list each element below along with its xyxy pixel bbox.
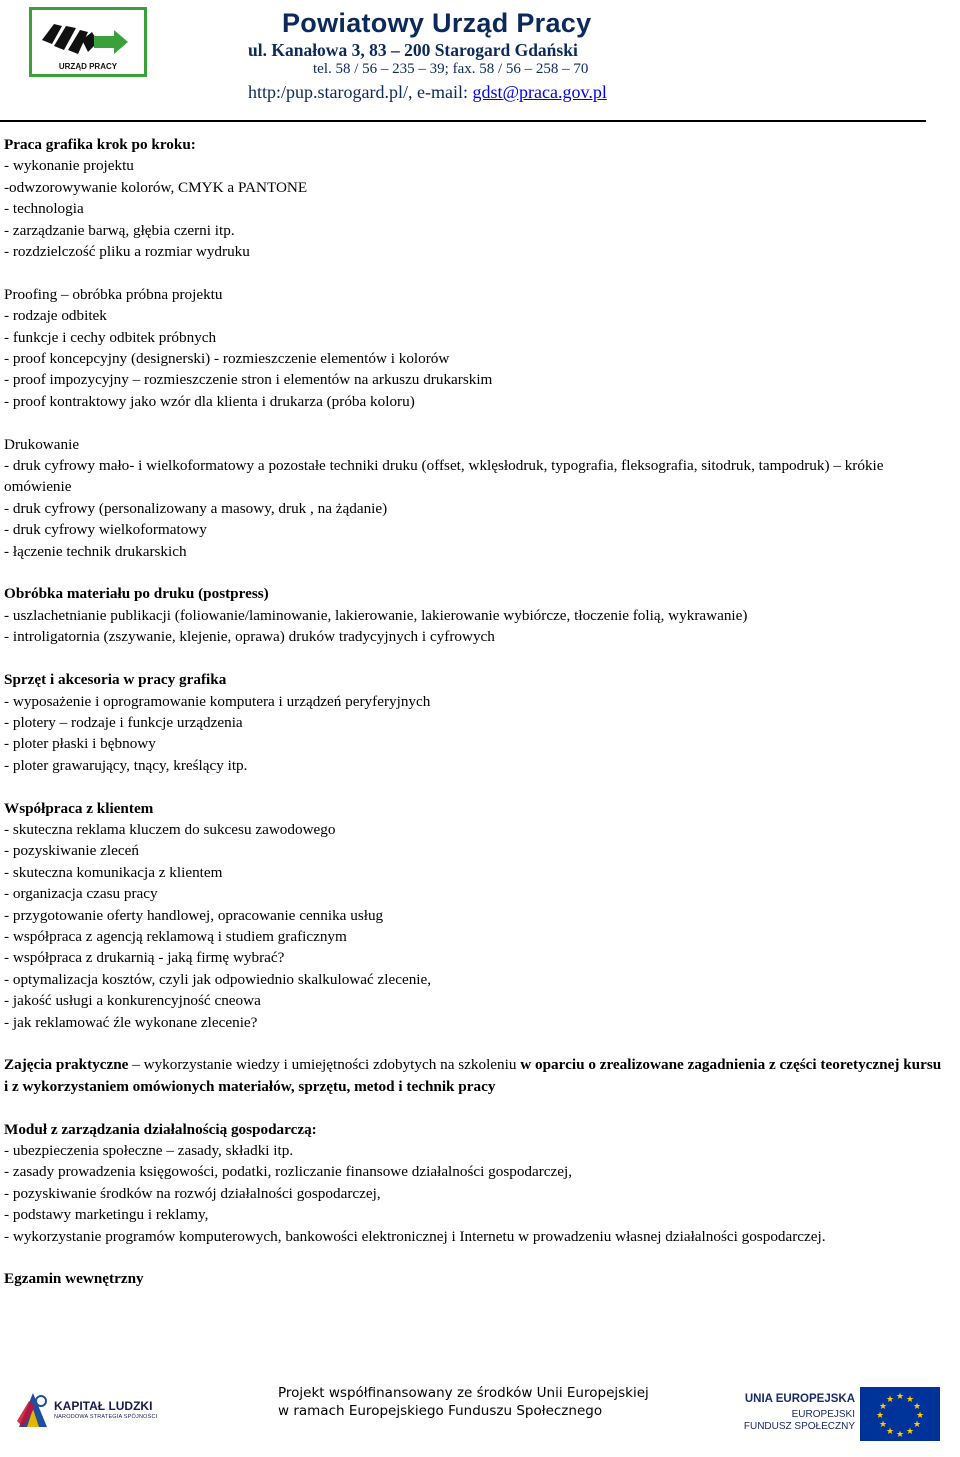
svg-text:★: ★ — [895, 1392, 905, 1402]
list-item: - proof kontraktowy jako wzór dla klienta i drukarza (próba koloru) — [4, 392, 415, 410]
section-heading: Obróbka materiału po druku (postpress) — [4, 585, 269, 603]
section-heading: Drukowanie — [4, 435, 80, 453]
list-item: - rodzaje odbitek — [4, 307, 107, 325]
eu-efs-logo — [740, 1385, 945, 1441]
office-title: Powiatowy Urząd Pracy — [282, 8, 592, 38]
office-web — [248, 82, 960, 103]
list-item: - skuteczna komunikacja z klientem — [4, 863, 223, 881]
list-item: - druk cyfrowy mało- i wielkoformatowy a pozostałe techniki druku (offset, wklęsłodruk, typografia, fleksografia, sitodruk, tampodruk) – krókie omówienie — [4, 457, 884, 496]
section-heading: Współpraca z klientem — [4, 799, 154, 817]
svg-text:★: ★ — [878, 1402, 888, 1412]
svg-text:★: ★ — [895, 1430, 905, 1440]
svg-text:★: ★ — [905, 1427, 915, 1437]
list-item: - rozdzielczość pliku a rozmiar wydruku — [4, 243, 250, 261]
list-item: - technologia — [4, 200, 84, 218]
list-item: - skuteczna reklama kluczem do sukcesu zawodowego — [4, 820, 336, 838]
section-modul-zarzadzania — [4, 1119, 946, 1247]
section-egzamin — [4, 1268, 946, 1289]
list-item: - ubezpieczenia społeczne – zasady, składki itp. — [4, 1141, 294, 1159]
office-address: ul. Kanałowa 3, 83 – 200 Starogard Gdański — [248, 40, 578, 60]
section-praca-grafika — [4, 134, 946, 262]
eu-line-1: UNIA EUROPEJSKA — [744, 1393, 855, 1405]
svg-text:★: ★ — [878, 1420, 888, 1430]
paragraph-text: – wykorzystanie wiedzy i umiejętności zdobytych na szkoleniu — [128, 1056, 521, 1074]
section-heading: Praca grafika krok po kroku: — [4, 136, 196, 153]
list-item: - wyposażenie i oprogramowanie komputera i urządzeń peryferyjnych — [4, 692, 431, 710]
svg-text:★: ★ — [905, 1395, 915, 1405]
list-item: - współpraca z agencją reklamową i studiem graficznym — [4, 927, 347, 945]
svg-text:★: ★ — [885, 1395, 895, 1405]
eu-line-3: FUNDUSZ SPOŁECZNY — [743, 1421, 855, 1432]
paragraph — [4, 1054, 946, 1097]
list-item: - pozyskiwanie zleceń — [4, 842, 139, 860]
list-item: - funkcje i cechy odbitek próbnych — [4, 328, 217, 346]
svg-text:★: ★ — [912, 1402, 922, 1412]
svg-text:★: ★ — [885, 1427, 895, 1437]
list-item: - organizacja czasu pracy — [4, 885, 158, 903]
kl-title: KAPITAŁ LUDZKI — [54, 1399, 153, 1413]
web-prefix: http:/pup.starogard.pl/, e-mail: — [248, 82, 473, 102]
section-heading: Sprzęt i akcesoria w pracy grafika — [4, 671, 227, 689]
urzad-pracy-logo — [29, 7, 147, 77]
list-item: - pozyskiwanie środków na rozwój działalności gospodarczej, — [4, 1184, 381, 1202]
list-item: - ploter płaski i bębnowy — [4, 735, 156, 753]
section-sprzet — [4, 669, 946, 776]
list-item: - ploter grawarujący, tnący, kreślący itp. — [4, 756, 248, 774]
svg-text:★: ★ — [875, 1411, 885, 1421]
eu-flag-icon — [860, 1387, 940, 1441]
section-heading: Egzamin wewnętrzny — [4, 1270, 144, 1288]
list-item: - wykonanie projektu — [4, 157, 134, 175]
list-item: - proof koncepcyjny (designerski) - rozmieszczenie elementów i kolorów — [4, 350, 450, 368]
email-link[interactable]: gdst@praca.gov.pl — [472, 82, 607, 102]
section-proofing — [4, 284, 946, 412]
svg-text:★: ★ — [915, 1411, 925, 1421]
list-item: - przygotowanie oferty handlowej, opracowanie cennika usług — [4, 906, 384, 924]
list-item: - współpraca z drukarnią - jaką firmę wybrać? — [4, 949, 285, 967]
section-heading: Moduł z zarządzania działalnością gospodarczą: — [4, 1120, 317, 1138]
list-item: - jak reklamować źle wykonane zlecenie? — [4, 1013, 258, 1031]
section-zajecia-praktyczne — [4, 1054, 946, 1097]
section-drukowanie — [4, 434, 946, 562]
svg-text:★: ★ — [912, 1420, 922, 1430]
list-item: - introligatornia (zszywanie, klejenie, oprawa) druków tradycyjnych i cyfrowych — [4, 628, 495, 646]
list-item: - uszlachetnianie publikacji (foliowanie/laminowanie, lakierowanie, lakierowanie wybiórcze, tłoczenie folią, wykrawanie) — [4, 606, 748, 624]
bold-lead: Zajęcia praktyczne — [4, 1056, 129, 1074]
list-item: - zasady prowadzenia księgowości, podatki, rozliczanie finansowe działalności gospodarczej, — [4, 1163, 573, 1181]
project-line-1: Projekt współfinansowany ze środków Unii Europejskiej — [278, 1385, 649, 1401]
document-body — [4, 134, 946, 1311]
header-divider — [0, 120, 926, 122]
list-item: -odwzorowywanie kolorów, CMYK a PANTONE — [4, 178, 308, 196]
list-item: - podstawy marketingu i reklamy, — [4, 1206, 209, 1224]
section-postpress — [4, 583, 946, 647]
list-item: - plotery – rodzaje i funkcje urządzenia — [4, 713, 243, 731]
list-item: - jakość usługi a konkurencyjność cneowa — [4, 992, 261, 1010]
office-phone: tel. 58 / 56 – 235 – 39; fax. 58 / 56 – 258 – 70 — [313, 61, 589, 77]
list-item: - łączenie technik drukarskich — [4, 542, 187, 560]
bold-tail: w oparciu o zrealizowane zagadnienia z części teoretycznej kursu i z wykorzystaniem omówionych materiałów, sprzętu, metod i technik pracy — [4, 1056, 942, 1095]
kapital-ludzki-emblem-icon — [15, 1387, 51, 1433]
logo-text: URZĄD PRACY — [58, 62, 118, 71]
eu-line-2: EUROPEJSKI — [791, 1409, 855, 1420]
list-item: - druk cyfrowy wielkoformatowy — [4, 521, 207, 539]
section-wspolpraca — [4, 798, 946, 1033]
list-item: - optymalizacja kosztów, czyli jak odpowiednio skalkulować zlecenie, — [4, 970, 432, 988]
project-line-2: w ramach Europejskiego Funduszu Społecznego — [278, 1403, 603, 1419]
project-note — [278, 1384, 649, 1420]
list-item: - proof impozycyjny – rozmieszczenie stron i elementów na arkuszu drukarskim — [4, 371, 493, 389]
kl-subtitle: NARODOWA STRATEGIA SPÓJNOŚCI — [54, 1414, 158, 1420]
list-item: - druk cyfrowy (personalizowany a masowy, druk , na żądanie) — [4, 499, 388, 517]
list-item: - zarządzanie barwą, głębia czerni itp. — [4, 221, 235, 239]
kapital-ludzki-logo — [15, 1387, 190, 1435]
list-item: - wykorzystanie programów komputerowych, bankowości elektronicznej i Internetu w prowadzeniu własnej działalności gospodarczej. — [4, 1227, 826, 1245]
section-heading: Proofing – obróbka próbna projektu — [4, 285, 223, 303]
